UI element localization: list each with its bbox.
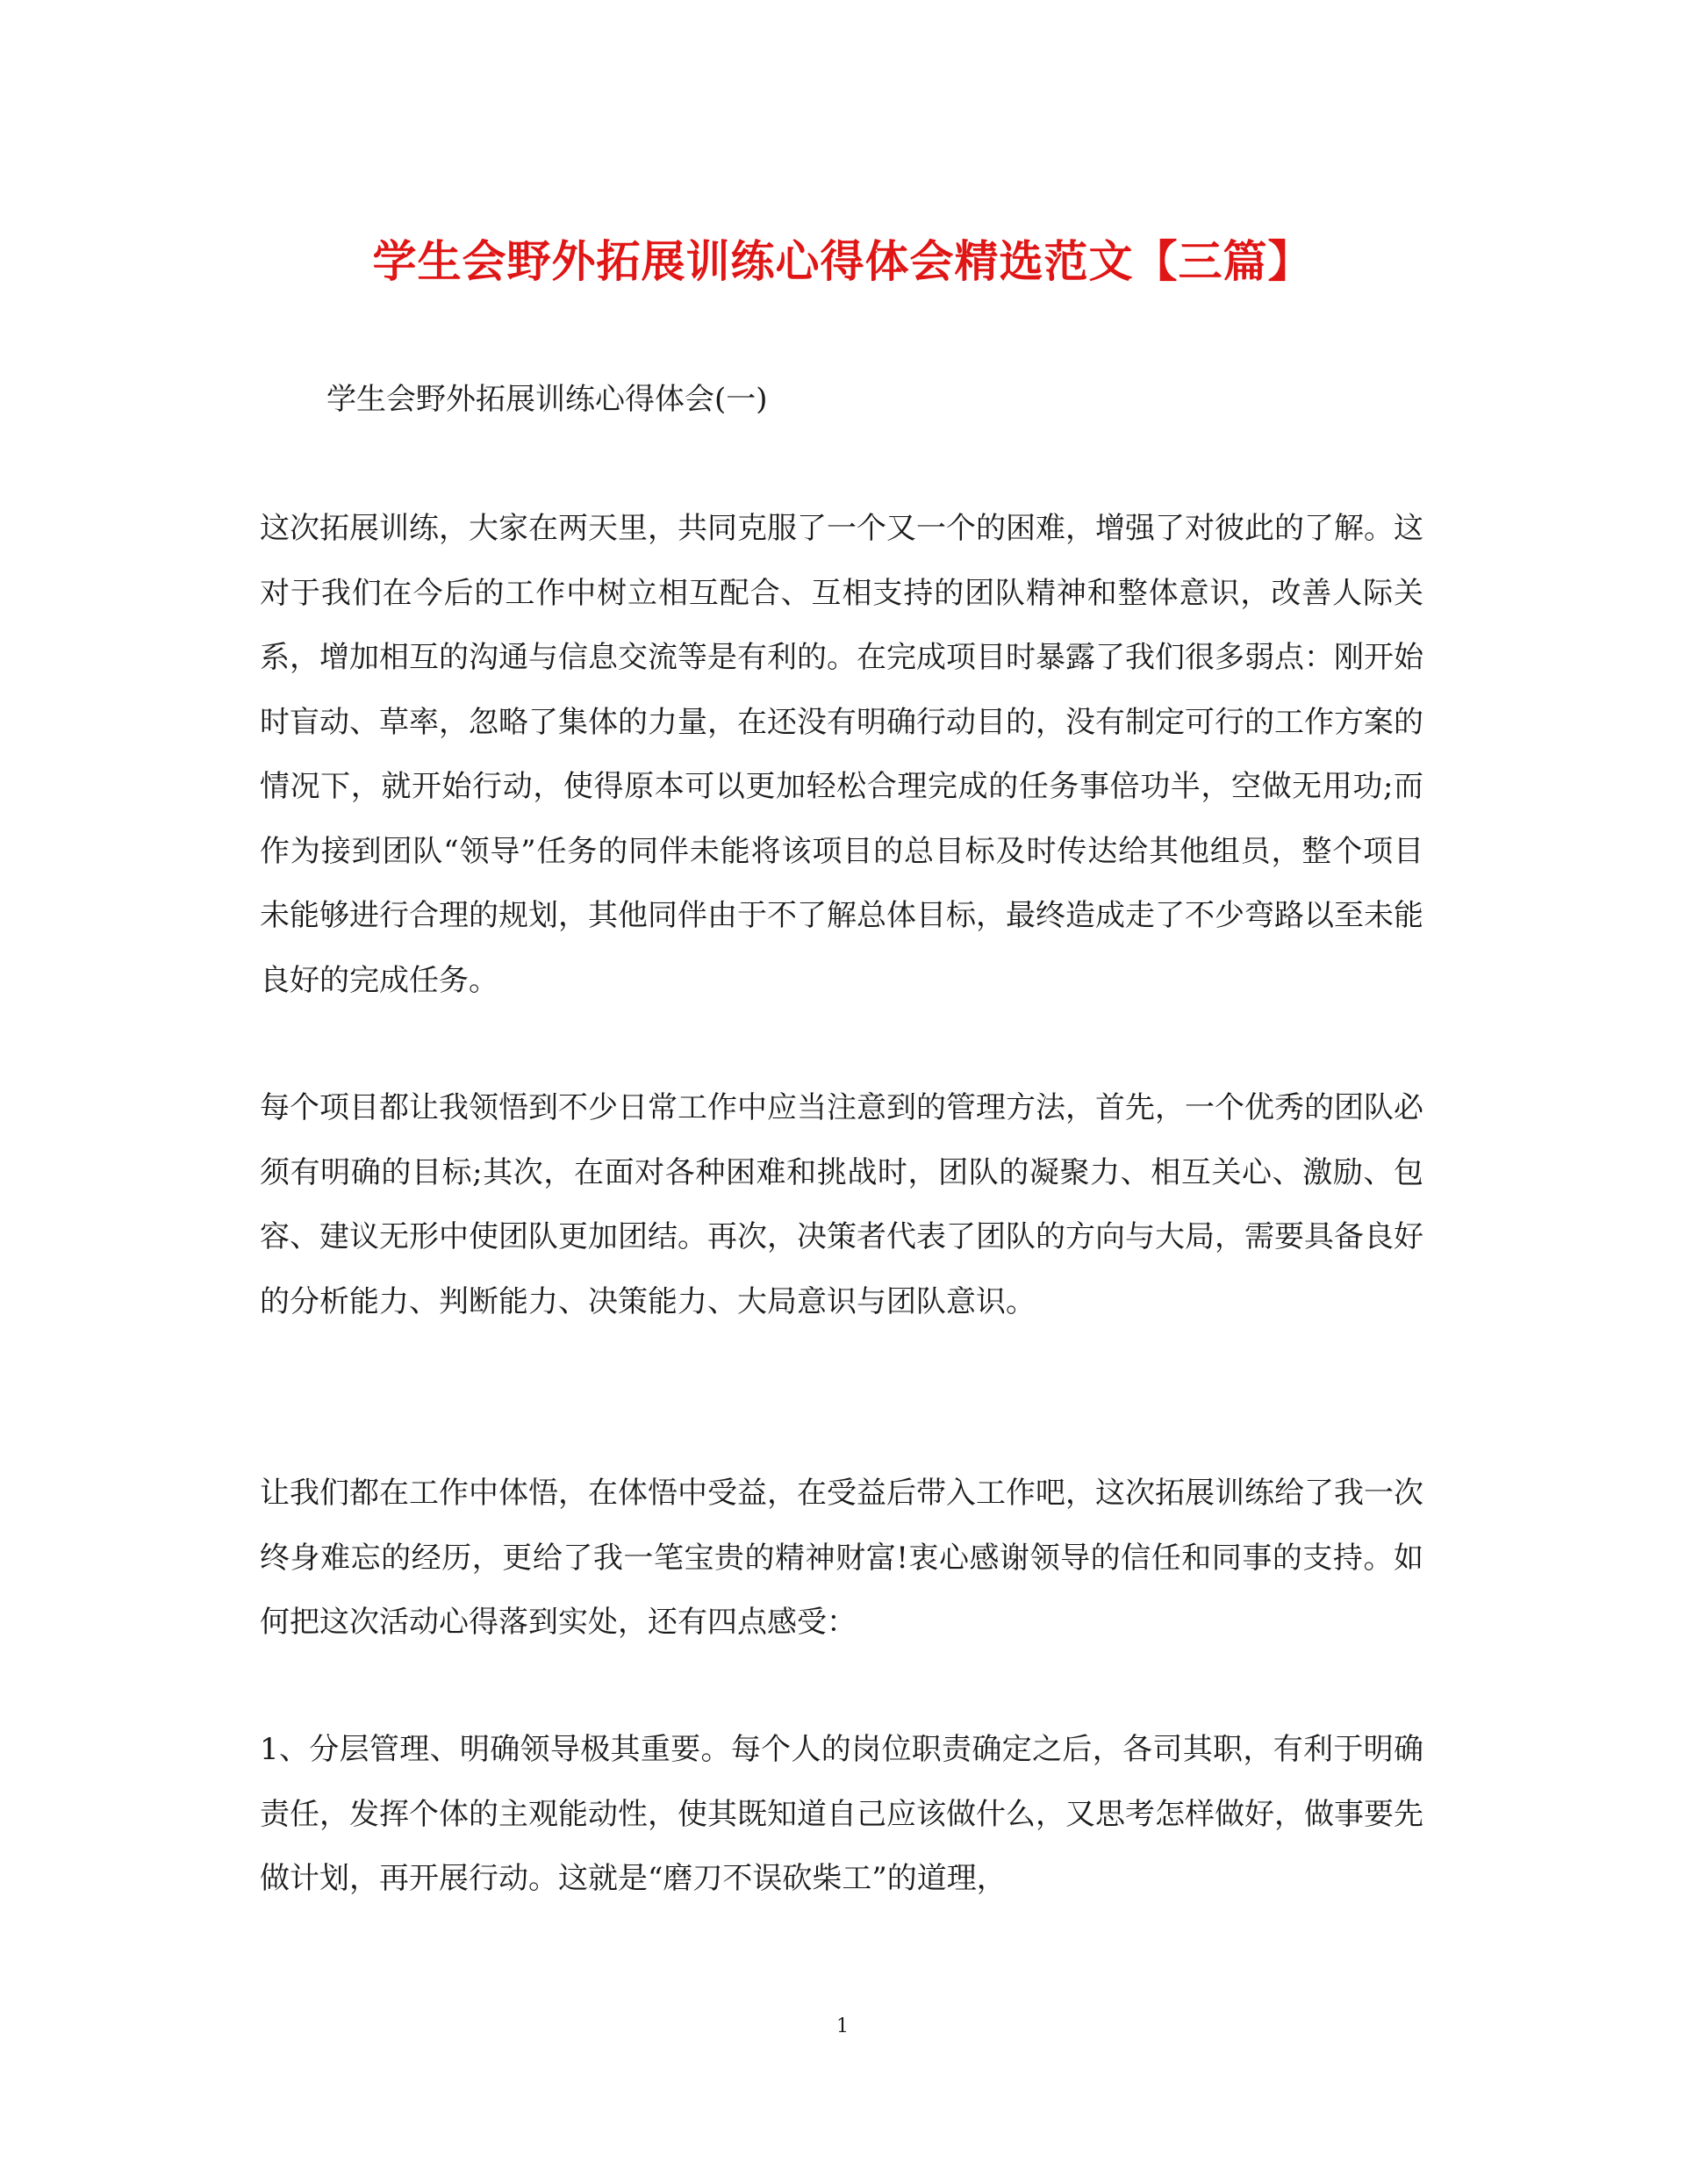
document-title: 学生会野外拓展训练心得体会精选范文【三篇】 bbox=[372, 236, 1313, 287]
section-subtitle: 学生会野外拓展训练心得体会(一) bbox=[326, 382, 768, 417]
paragraph-4: 1、分层管理、明确领导极其重要。每个人的岗位职责确定之后，各司其职，有利于明确责任，发挥个体的主观能动性，使其既知道自己应该做什么，又思考怎样做好，做事要先做计划，再开展行动。这就是“磨刀不误砍柴工”的道理， bbox=[260, 1732, 1423, 1896]
paragraph-2: 每个项目都让我领悟到不少日常工作中应当注意到的管理方法，首先，一个优秀的团队必须有明确的目标;其次，在面对各种困难和挑战时，团队的凝聚力、相互关心、激励、包容、建议无形中使团队更加团结。再次，决策者代表了团队的方向与大局，需要具备良好的分析能力、判断能力、决策能力、大局意识与团队意识。 bbox=[260, 1090, 1423, 1319]
paragraph-3: 让我们都在工作中体悟，在体悟中受益，在受益后带入工作吧，这次拓展训练给了我一次终身难忘的经历，更给了我一笔宝贵的精神财富!衷心感谢领导的信任和同事的支持。如何把这次活动心得落到实处，还有四点感受： bbox=[260, 1476, 1423, 1640]
paragraph-1: 这次拓展训练，大家在两天里，共同克服了一个又一个的困难，增强了对彼此的了解。这对于我们在今后的工作中树立相互配合、互相支持的团队精神和整体意识，改善人际关系，增加相互的沟通与信息交流等是有利的。在完成项目时暴露了我们很多弱点：刚开始时盲动、草率，忽略了集体的力量，在还没有明确行动目的，没有制定可行的工作方案的情况下，就开始行动，使得原本可以更加轻松合理完成的任务事倍功半，空做无用功;而作为接到团队“领导”任务的同伴未能将该项目的总目标及时传达给其他组员，整个项目未能够进行合理的规划，其他同伴由于不了解总体目标，最终造成走了不少弯路以至未能良好的完成任务。 bbox=[260, 511, 1423, 998]
page-number: 1 bbox=[836, 2015, 849, 2037]
